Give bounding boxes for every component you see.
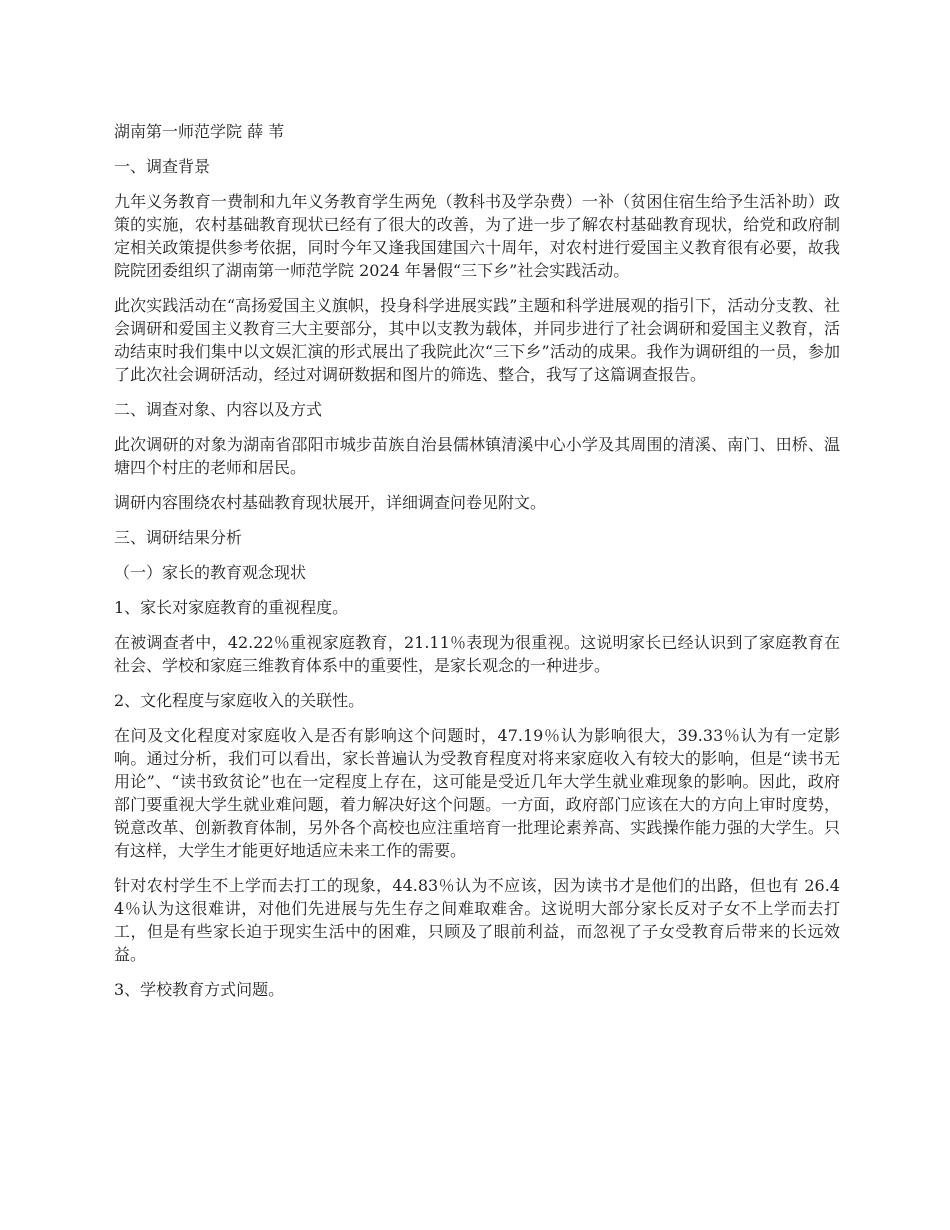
item-heading-1: 1、家长对家庭教育的重视程度。 xyxy=(114,598,349,617)
subsection-heading-parents: （一）家长的教育观念现状 xyxy=(114,563,307,582)
paragraph-item-1: 在被调查者中，42.22％重视家庭教育，21.11％表现为很重视。这说明家长已经认识到了家庭教育在社会、学校和家庭三维教育体系中的重要性，是家长观念的一种进步。 xyxy=(114,633,840,675)
section-heading-subjects: 二、调查对象、内容以及方式 xyxy=(114,400,323,419)
paragraph-background-1: 九年义务教育一费制和九年义务教育学生两免（教科书及学杂费）一补（贫困住宿生给予生活补助）政策的实施，农村基础教育现状已经有了很大的改善，为了进一步了解农村基础教育现状，给党和政府制定相关政策提供参考依据，同时今年又逢我国建国六十周年，对农村进行爱国主义教育很有必要，故我院院团委组织了湖南第一师范学院 2024 年暑假“三下乡”社会实践活动。 xyxy=(114,192,840,280)
paragraph-content: 调研内容围绕农村基础教育现状展开，详细调查问卷见附文。 xyxy=(114,493,547,512)
item-heading-3: 3、学校教育方式问题。 xyxy=(114,980,285,999)
paragraph-background-2: 此次实践活动在“高扬爱国主义旗帜，投身科学进展实践”主题和科学进展观的指引下，活动分支教、社会调研和爱国主义教育三大主要部分，其中以支教为载体，并同步进行了社会调研和爱国主义教育，活动结束时我们集中以文娱汇演的形式展出了我院此次“三下乡”活动的成果。我作为调研组的一员，参加了此次社会调研活动，经过对调研数据和图片的筛选、整合，我写了这篇调查报告。 xyxy=(114,296,840,384)
author-line: 湖南第一师范学院 薛 苇 xyxy=(114,122,285,141)
item-heading-2: 2、文化程度与家庭收入的关联性。 xyxy=(114,691,365,710)
paragraph-item-2: 在问及文化程度对家庭收入是否有影响这个问题时，47.19％认为影响很大，39.33％认为有一定影响。通过分析，我们可以看出，家长普遍认为受教育程度对将来家庭收入有较大的影响，但是“读书无用论”、“读书致贫论”也在一定程度上存在，这可能是受近几年大学生就业难现象的影响。因此，政府部门要重视大学生就业难问题，着力解决好这个问题。一方面，政府部门应该在大的方向上审时度势，锐意改革、创新教育体制，另外各个高校也应注重培育一批理论素养高、实践操作能力强的大学生。只有这样，大学生才能更好地适应未来工作的需要。 xyxy=(114,726,840,860)
document-page xyxy=(114,120,840,1013)
paragraph-item-2b: 针对农村学生不上学而去打工的现象，44.83％认为不应该，因为读书才是他们的出路，但也有 26.44％认为这很难讲，对他们先进展与先生存之间难取难舍。这说明大部分家长反对子女不上学而去打工，但是有些家长迫于现实生活中的困难，只顾及了眼前利益，而忽视了子女受教育后带来的长远效益。 xyxy=(114,876,840,964)
section-heading-background: 一、调查背景 xyxy=(114,157,211,176)
section-heading-results: 三、调研结果分析 xyxy=(114,528,243,547)
paragraph-subjects: 此次调研的对象为湖南省邵阳市城步苗族自治县儒林镇清溪中心小学及其周围的清溪、南门、田桥、温塘四个村庄的老师和居民。 xyxy=(114,435,840,477)
